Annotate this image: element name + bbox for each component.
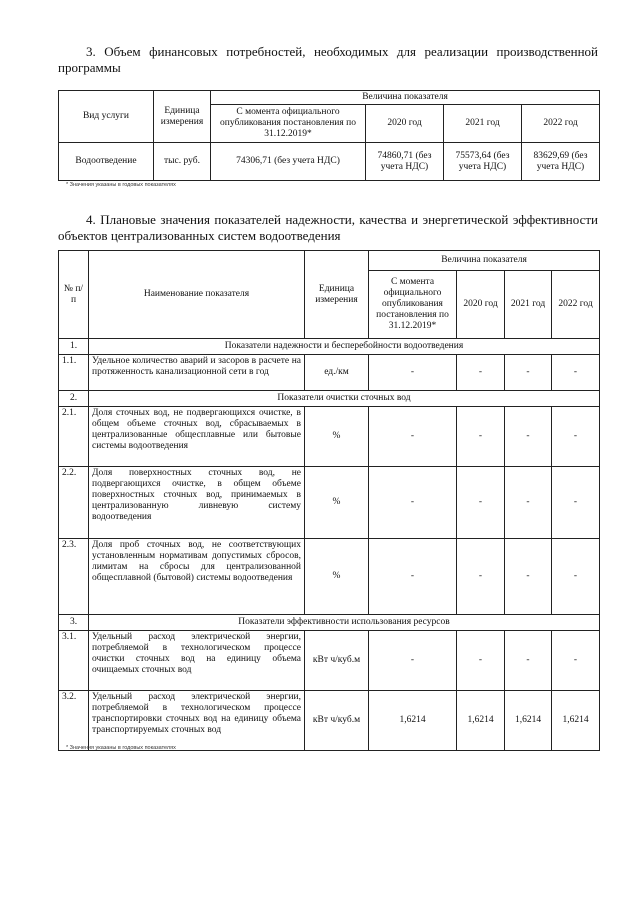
row-2021: - [505,467,552,539]
row-2021: - [505,407,552,467]
section-num: 2. [59,391,89,407]
section-title: Показатели эффективности использования ресурсов [89,615,600,631]
row-2020: - [457,407,505,467]
header-2022: 2022 год [552,271,600,339]
indicators-table [58,250,600,751]
section-row [59,615,600,631]
header-since: С момента официального опубликования постановления по 31.12.2019* [369,271,457,339]
row-2020: - [457,631,505,691]
row-name: Удельный расход электрической энергии, потребляемой в технологическом процессе очистки сточных вод на единицу объема очищаемых сточных вод [89,631,305,691]
row-unit: кВт ч/куб.м [305,691,369,751]
header-2020: 2020 год [366,105,444,143]
header-2021: 2021 год [505,271,552,339]
row-num: 3.2. [59,691,89,751]
header-value-group: Величина показателя [211,91,600,105]
row-num: 2.1. [59,407,89,467]
table-row [59,539,600,615]
row-2022: - [552,355,600,391]
row-2021: 1,6214 [505,691,552,751]
row-since: - [369,355,457,391]
header-since: С момента официального опубликования постановления по 31.12.2019* [211,105,366,143]
header-service: Вид услуги [59,91,154,143]
row-2022: - [552,539,600,615]
cell-2020: 74860,71 (без учета НДС) [366,143,444,181]
cell-2022: 83629,69 (без учета НДС) [522,143,600,181]
row-since: - [369,407,457,467]
cell-unit: тыс. руб. [154,143,211,181]
section-title: Показатели очистки сточных вод [89,391,600,407]
row-since: - [369,631,457,691]
row-num: 2.3. [59,539,89,615]
row-2021: - [505,355,552,391]
row-num: 3.1. [59,631,89,691]
header-unit: Единица измерения [305,251,369,339]
footnote-2: * Значения указаны в годовых показателях [66,745,176,751]
row-2021: - [505,631,552,691]
row-name: Доля сточных вод, не подвергающихся очистке, в общем объеме сточных вод, сбрасываемых в централизованные общесплавные или бытовые системы водоотведения [89,407,305,467]
table-row [59,691,600,751]
row-2020: 1,6214 [457,691,505,751]
row-unit: кВт ч/куб.м [305,631,369,691]
row-2020: - [457,539,505,615]
header-2020: 2020 год [457,271,505,339]
table-row [59,467,600,539]
row-unit: % [305,407,369,467]
section-3-heading: 3. Объем финансовых потребностей, необходимых для реализации производственной программы [58,44,598,75]
row-2022: - [552,467,600,539]
row-2021: - [505,539,552,615]
table-row [59,143,600,181]
section-row [59,391,600,407]
header-value-group: Величина показателя [369,251,600,271]
cell-2021: 75573,64 (без учета НДС) [444,143,522,181]
row-name: Удельное количество аварий и засоров в расчете на протяженность канализационной сети в год [89,355,305,391]
header-unit: Единица измерения [154,91,211,143]
row-2020: - [457,355,505,391]
section-title: Показатели надежности и бесперебойности водоотведения [89,339,600,355]
row-unit: % [305,539,369,615]
row-2022: 1,6214 [552,691,600,751]
row-since: 1,6214 [369,691,457,751]
row-name: Доля проб сточных вод, не соответствующих установленным нормативам допустимых сбросов, лимитам на сбросы для централизованной общесплавной (бытовой) системы водоотведения [89,539,305,615]
section-num: 1. [59,339,89,355]
table-row [59,355,600,391]
row-2022: - [552,631,600,691]
table-row [59,407,600,467]
cell-since: 74306,71 (без учета НДС) [211,143,366,181]
row-name: Доля поверхностных сточных вод, не подвергающихся очистке, в общем объеме поверхностных сточных вод, принимаемых в централизованную ливневую систему водоотведения [89,467,305,539]
header-2021: 2021 год [444,105,522,143]
header-2022: 2022 год [522,105,600,143]
row-unit: % [305,467,369,539]
header-name: Наименование показателя [89,251,305,339]
table-row [59,631,600,691]
row-num: 2.2. [59,467,89,539]
section-4-heading: 4. Плановые значения показателей надежности, качества и энергетической эффективности объектов централизованных систем водоотведения [58,212,598,243]
row-name: Удельный расход электрической энергии, потребляемой в технологическом процессе транспортировки сточных вод на единицу объема транспортируемых сточных вод [89,691,305,751]
footnote-1: * Значения указаны в годовых показателях [66,182,176,188]
row-unit: ед./км [305,355,369,391]
row-since: - [369,467,457,539]
row-2020: - [457,467,505,539]
header-num: № п/п [59,251,89,339]
section-row [59,339,600,355]
row-num: 1.1. [59,355,89,391]
cell-service: Водоотведение [59,143,154,181]
section-num: 3. [59,615,89,631]
row-since: - [369,539,457,615]
financial-needs-table [58,90,600,181]
row-2022: - [552,407,600,467]
